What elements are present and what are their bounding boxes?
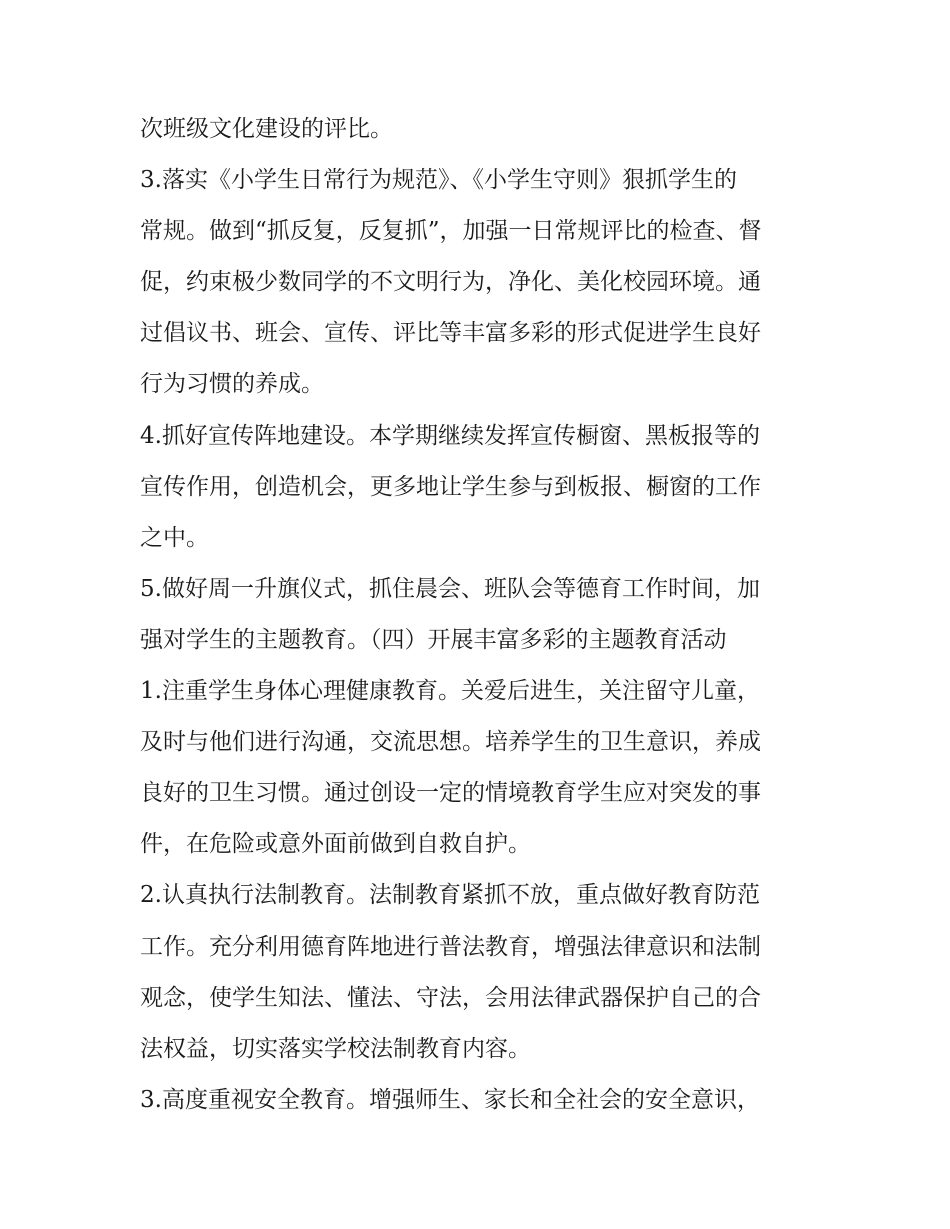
text-line: 1.注重学生身体心理健康教育。关爱后进生，关注留守儿童， [140, 678, 760, 705]
text-line: 强对学生的主题教育。（四）开展丰富多彩的主题教育活动 [140, 626, 727, 653]
document-body [140, 104, 830, 1126]
text-line: 次班级文化建设的评比。 [140, 116, 393, 142]
text-line: 常规。做到“抓反复，反复抓”，加强一日常规评比的检查、督 [140, 218, 762, 245]
text-line: 5.做好周一升旗仪式，抓住晨会、班队会等德育工作时间，加 [140, 575, 760, 602]
text-line: 工作。充分利用德育阵地进行普法教育，增强法律意识和法制 [140, 933, 761, 960]
text-line: 3.高度重视安全教育。增强师生、家长和全社会的安全意识， [140, 1086, 760, 1113]
text-line: 观念，使学生知法、懂法、守法，会用法律武器保护自己的合 [140, 984, 761, 1011]
text-line: 良好的卫生习惯。通过创设一定的情境教育学生应对突发的事 [140, 780, 761, 807]
text-line: 件，在危险或意外面前做到自救自护。 [140, 831, 531, 858]
text-line: 及时与他们进行沟通，交流思想。培养学生的卫生意识，养成 [140, 729, 761, 756]
text-line: 促，约束极少数同学的不文明行为，净化、美化校园环境。通 [140, 269, 761, 296]
text-line: 之中。 [140, 524, 209, 551]
text-line: 过倡议书、班会、宣传、评比等丰富多彩的形式促进学生良好 [140, 320, 761, 347]
text-line: 2.认真执行法制教育。法制教育紧抓不放，重点做好教育防范 [140, 882, 760, 909]
text-line: 4.抓好宣传阵地建设。本学期继续发挥宣传橱窗、黑板报等的 [140, 422, 760, 449]
text-line: 3.落实《小学生日常行为规范》、《小学生守则》狠抓学生的 [140, 167, 737, 194]
text-line: 宣传作用，创造机会，更多地让学生参与到板报、橱窗的工作 [140, 473, 761, 500]
text-line: 法权益，切实落实学校法制教育内容。 [140, 1035, 531, 1062]
text-line: 行为习惯的养成。 [140, 371, 324, 398]
